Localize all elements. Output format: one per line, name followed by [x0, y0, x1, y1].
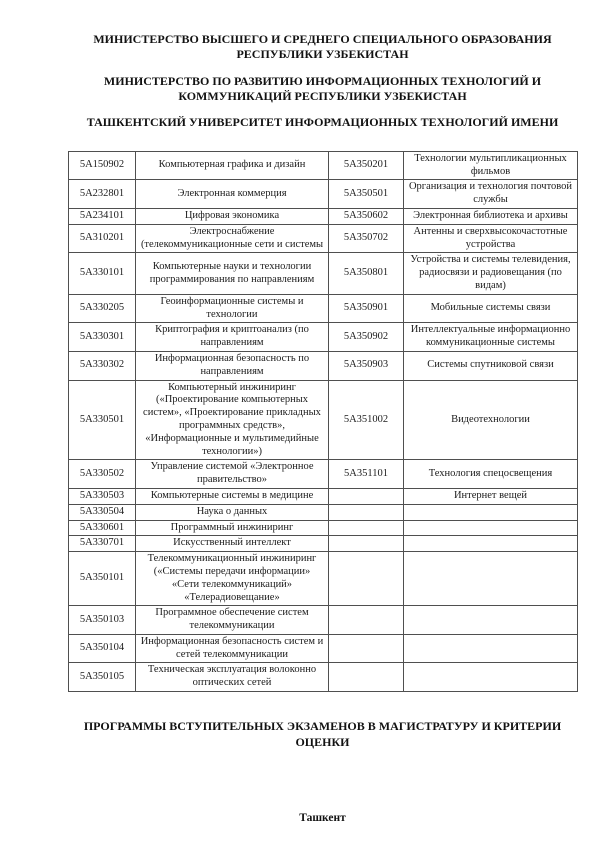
table-row: [69, 180, 578, 209]
table-row: [69, 323, 578, 352]
name-cell: Интернет вещей: [404, 488, 578, 504]
name-cell: Программный инжиниринг: [136, 520, 329, 536]
code-cell: 5A330205: [69, 294, 136, 323]
code-cell: 5A350103: [69, 606, 136, 635]
table-row: [69, 224, 578, 253]
code-cell: [329, 520, 404, 536]
table-row: [69, 294, 578, 323]
code-cell: 5A350902: [329, 323, 404, 352]
code-cell: 5A330503: [69, 488, 136, 504]
name-cell: Системы спутниковой связи: [404, 351, 578, 380]
specialties-table-body: [69, 151, 578, 691]
code-cell: [329, 504, 404, 520]
header-line-university: ТАШКЕНТСКИЙ УНИВЕРСИТЕТ ИНФОРМАЦИОННЫХ ТЕХНОЛОГИЙ ИМЕНИ: [86, 115, 559, 130]
name-cell: Мобильные системы связи: [404, 294, 578, 323]
code-cell: 5A234101: [69, 208, 136, 224]
code-cell: 5A350105: [69, 663, 136, 692]
name-cell: Программное обеспечение систем телекоммуникации: [136, 606, 329, 635]
table-row: [69, 552, 578, 606]
code-cell: 5A330101: [69, 253, 136, 294]
name-cell: Устройства и системы телевидения, радиосвязи и радиовещания (по видам): [404, 253, 578, 294]
code-cell: 5A350602: [329, 208, 404, 224]
name-cell: [404, 663, 578, 692]
code-cell: 5A150902: [69, 151, 136, 180]
name-cell: [404, 552, 578, 606]
name-cell: Наука о данных: [136, 504, 329, 520]
code-cell: 5A350201: [329, 151, 404, 180]
header-line-ministry-education: МИНИСТЕРСТВО ВЫСШЕГО И СРЕДНЕГО СПЕЦИАЛЬНОГО ОБРАЗОВАНИЯ РЕСПУБЛИКИ УЗБЕКИСТАН: [93, 32, 552, 62]
code-cell: [329, 606, 404, 635]
name-cell: Управление системой «Электронное правительство»: [136, 460, 329, 489]
name-cell: Информационная безопасность систем и сетей телекоммуникации: [136, 634, 329, 663]
city-label: Ташкент: [299, 812, 346, 825]
table-row: [69, 151, 578, 180]
name-cell: Компьютерная графика и дизайн: [136, 151, 329, 180]
code-cell: [329, 552, 404, 606]
code-cell: 5A330601: [69, 520, 136, 536]
code-cell: [329, 536, 404, 552]
name-cell: Электронная коммерция: [136, 180, 329, 209]
code-cell: 5A350901: [329, 294, 404, 323]
code-cell: 5A350702: [329, 224, 404, 253]
table-row: [69, 253, 578, 294]
name-cell: Цифровая экономика: [136, 208, 329, 224]
code-cell: [329, 663, 404, 692]
table-row: [69, 520, 578, 536]
code-cell: 5A351002: [329, 380, 404, 460]
name-cell: [404, 504, 578, 520]
table-row: [69, 634, 578, 663]
name-cell: [404, 536, 578, 552]
table-row: [69, 663, 578, 692]
name-cell: Компьютерный инжиниринг («Проектирование компьютерных систем», «Проектирование прикладных программных средств», «Информационные и мультимедийные технологии»): [136, 380, 329, 460]
code-cell: 5A330301: [69, 323, 136, 352]
code-cell: 5A330504: [69, 504, 136, 520]
name-cell: Компьютерные системы в медицине: [136, 488, 329, 504]
header-line-ministry-it: МИНИСТЕРСТВО ПО РАЗВИТИЮ ИНФОРМАЦИОННЫХ ТЕХНОЛОГИЙ И КОММУНИКАЦИЙ РЕСПУБЛИКИ УЗБЕКИСТАН: [103, 73, 542, 104]
code-cell: 5A351101: [329, 460, 404, 489]
name-cell: [404, 606, 578, 635]
name-cell: Технология спецосвещения: [404, 460, 578, 489]
code-cell: 5A232801: [69, 180, 136, 209]
code-cell: [329, 488, 404, 504]
table-row: [69, 536, 578, 552]
code-cell: 5A330701: [69, 536, 136, 552]
code-cell: 5A330502: [69, 460, 136, 489]
name-cell: Электроснабжение (телекоммуникационные сети и системы: [136, 224, 329, 253]
table-row: [69, 488, 578, 504]
name-cell: Интеллектуальные информационно коммуникационные системы: [404, 323, 578, 352]
code-cell: 5A350801: [329, 253, 404, 294]
code-cell: 5A350903: [329, 351, 404, 380]
code-cell: 5A350104: [69, 634, 136, 663]
code-cell: [329, 634, 404, 663]
name-cell: Геоинформационные системы и технологии: [136, 294, 329, 323]
name-cell: Телекоммуникационный инжиниринг («Системы передачи информации» «Сети телекоммуникаций» «Телерадиовещание»: [136, 552, 329, 606]
specialties-table: [68, 151, 578, 692]
table-row: [69, 380, 578, 460]
name-cell: Криптография и криптоанализ (по направлениям: [136, 323, 329, 352]
name-cell: Технологии мультипликационных фильмов: [404, 151, 578, 180]
table-row: [69, 606, 578, 635]
table-row: [69, 460, 578, 489]
code-cell: 5A310201: [69, 224, 136, 253]
code-cell: 5A330501: [69, 380, 136, 460]
table-row: [69, 208, 578, 224]
name-cell: Компьютерные науки и технологии программирования по направлениям: [136, 253, 329, 294]
name-cell: Организация и технология почтовой службы: [404, 180, 578, 209]
name-cell: Техническая эксплуатация волоконно оптических сетей: [136, 663, 329, 692]
name-cell: Антенны и сверхвысокочастотные устройства: [404, 224, 578, 253]
document-page: [68, 0, 577, 824]
code-cell: 5A330302: [69, 351, 136, 380]
name-cell: Информационная безопасность по направлениям: [136, 351, 329, 380]
table-row: [69, 351, 578, 380]
code-cell: 5A350501: [329, 180, 404, 209]
code-cell: 5A350101: [69, 552, 136, 606]
name-cell: [404, 634, 578, 663]
name-cell: Искусственный интеллект: [136, 536, 329, 552]
footer-heading: ПРОГРАММЫ ВСТУПИТЕЛЬНЫХ ЭКЗАМЕНОВ В МАГИСТРАТУРУ И КРИТЕРИИ ОЦЕНКИ: [83, 719, 562, 750]
table-row: [69, 504, 578, 520]
name-cell: Видеотехнологии: [404, 380, 578, 460]
name-cell: Электронная библиотека и архивы: [404, 208, 578, 224]
name-cell: [404, 520, 578, 536]
document-header: [68, 0, 577, 131]
